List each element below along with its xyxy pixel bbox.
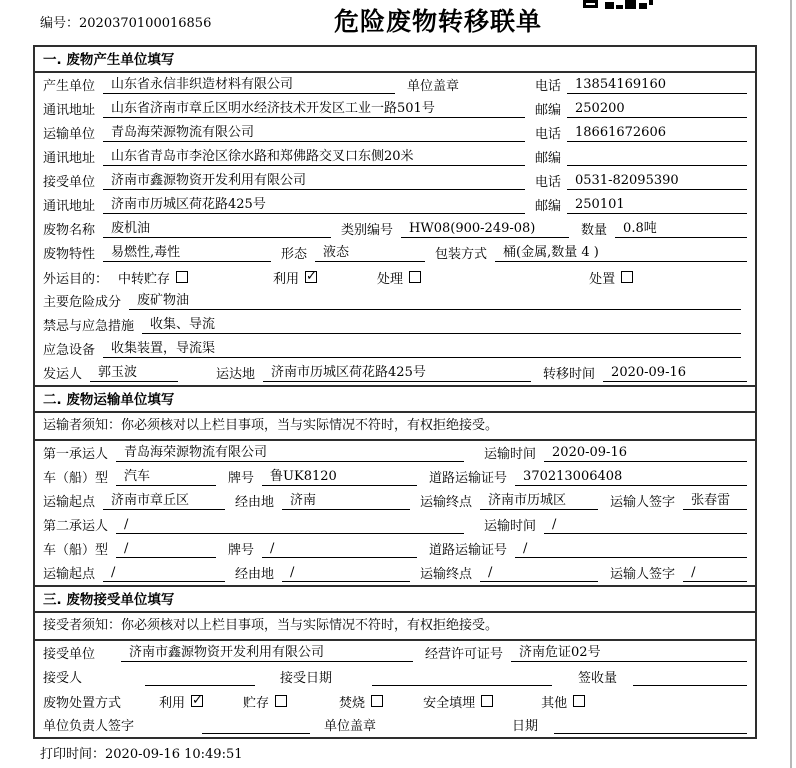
permit-label: 经营许可证号: [425, 647, 504, 662]
transporter-label: 运输单位: [43, 127, 96, 142]
vehicle-type2-value: /: [116, 541, 216, 558]
page-title: 危险废物转移联单: [334, 7, 543, 36]
hazard-value: 废矿物油: [129, 289, 741, 310]
carrier2-row: [35, 513, 755, 537]
transporter-sign-label: 运输人签字: [610, 567, 676, 582]
vehicle-type-label: 车（船）型: [43, 543, 109, 558]
form-label: 形态: [281, 247, 308, 262]
print-time-label: 打印时间：: [40, 747, 106, 762]
producer-row: [35, 73, 755, 97]
form-value: 液态: [315, 241, 425, 262]
plate1-value: 鲁UK8120: [262, 465, 417, 486]
transporter-sign1-value: 张春雷: [683, 489, 747, 510]
option-label: 中转贮存: [118, 271, 171, 287]
transporter-value: 青岛海荣源物流有限公司: [103, 121, 525, 142]
waste-character-row: [35, 241, 755, 265]
disposal-option-utilize: [159, 692, 203, 711]
zip-label: 邮编: [535, 199, 562, 214]
receiver-value: 济南市鑫源物资开发利用有限公司: [103, 169, 525, 190]
responsible-sign-value: [202, 717, 310, 734]
vehicle-type1-value: 汽车: [116, 465, 216, 486]
doc-number-label: 编号：: [40, 16, 80, 31]
option-label: 其他: [541, 695, 568, 711]
receiver-phone-value: 0531-82095390: [567, 173, 747, 190]
phone-label: 电话: [535, 127, 562, 142]
quantity-label: 数量: [581, 223, 608, 238]
acceptor-label: 接受人: [43, 671, 83, 686]
receiver-row: [35, 169, 755, 193]
start1-value: 济南市章丘区: [103, 489, 225, 510]
treat-checkbox: [409, 271, 421, 283]
option-label: 安全填埋: [423, 695, 476, 711]
seal-label: 单位盖章: [407, 79, 460, 94]
road-license1-value: 370213006408: [515, 469, 747, 486]
date-label: 日期: [512, 719, 539, 734]
carrier2-value: /: [116, 517, 464, 534]
receiver-address-row: [35, 193, 755, 217]
vehicle1-row: [35, 465, 755, 489]
option-label: 处置: [589, 271, 616, 287]
transport-time2-value: /: [544, 517, 747, 534]
via-label: 经由地: [235, 495, 275, 510]
waste-name-value: 废机油: [103, 217, 331, 238]
dispose-checkbox: [621, 271, 633, 283]
option-label: 贮存: [243, 695, 270, 711]
disposal-option-store: [243, 692, 287, 711]
transport-time-label: 运输时间: [484, 447, 537, 462]
receiving-unit-label: 接受单位: [43, 647, 96, 662]
landfill-checkbox: [481, 695, 493, 707]
disposal-option-landfill: [423, 692, 493, 711]
consignor-label: 发运人: [43, 367, 83, 382]
phone-label: 电话: [535, 79, 562, 94]
equipment-value: 收集装置，导流渠: [103, 337, 741, 358]
carrier1-label: 第一承运人: [43, 447, 109, 462]
consignor-row: [35, 361, 755, 385]
end-label: 运输终点: [420, 495, 473, 510]
via1-value: 济南: [282, 489, 410, 510]
section-producer: [35, 47, 755, 385]
vehicle-type-label: 车（船）型: [43, 471, 109, 486]
responsible-sign-row: [35, 713, 755, 737]
option-label: 利用: [159, 695, 186, 711]
category-label: 类别编号: [341, 223, 394, 238]
plate-label: 牌号: [228, 543, 255, 558]
purpose-option-transfer-storage: [118, 268, 188, 287]
transporter-sign2-value: /: [683, 565, 747, 582]
hazard-label: 主要危险成分: [43, 295, 122, 310]
waste-name-label: 废物名称: [43, 223, 96, 238]
equipment-label: 应急设备: [43, 343, 96, 358]
equipment-row: [35, 337, 755, 361]
section-receiver-header: 三. 废物接受单位填写: [35, 587, 755, 613]
carrier1-row: [35, 441, 755, 465]
disposal-option-incinerate: [339, 692, 383, 711]
print-time-value: 2020-09-16 10:49:51: [105, 747, 243, 762]
doc-number-value: 2020370100016856: [79, 16, 212, 31]
transfer-date-value: 2020-09-16: [603, 365, 747, 382]
signed-quantity-label: 签收量: [578, 671, 618, 686]
option-label: 利用: [273, 271, 300, 287]
character-label: 废物特性: [43, 247, 96, 262]
section-producer-header: 一. 废物产生单位填写: [35, 47, 755, 73]
other-checkbox: [573, 695, 585, 707]
section-transporter-header: 二. 废物运输单位填写: [35, 387, 755, 413]
packaging-value: 桶(金属,数量 4 ): [495, 241, 747, 262]
road-license-label: 道路运输证号: [429, 543, 508, 558]
transporter-row: [35, 121, 755, 145]
road-license-label: 道路运输证号: [429, 471, 508, 486]
disposal-option-other: [541, 692, 585, 711]
transporter-phone-group: [535, 123, 747, 142]
purpose-option-utilize: [273, 268, 317, 287]
disposal-method-row: [35, 689, 755, 713]
start-label: 运输起点: [43, 567, 96, 582]
transport-time-label: 运输时间: [484, 519, 537, 534]
utilize-checkbox: [305, 271, 317, 283]
transfer-manifest-form: [33, 45, 757, 739]
disposal-method-label: 废物处置方式: [43, 695, 122, 711]
waste-name-row: [35, 217, 755, 241]
quantity-value: 0.8吨: [615, 217, 747, 238]
accept-date-label: 接受日期: [280, 671, 333, 686]
end1-value: 济南市历城区: [480, 489, 598, 510]
zip-label: 邮编: [535, 151, 562, 166]
address-label: 通讯地址: [43, 151, 96, 166]
producer-phone-value: 13854169160: [567, 77, 747, 94]
producer-address-row: [35, 97, 755, 121]
packaging-label: 包装方式: [435, 247, 488, 262]
transporter-notice: 运输者须知：你必须核对以上栏目事项，当与实际情况不符时，有权拒绝接受。: [35, 413, 755, 441]
transporter-address-value: 山东省青岛市李沧区徐水路和郑佛路交叉口东侧20米: [103, 145, 525, 166]
acceptor-row: [35, 665, 755, 689]
route2-row: [35, 561, 755, 585]
unit-seal-label: 单位盖章: [324, 719, 377, 734]
acceptor-value: [145, 669, 255, 686]
taboo-value: 收集、导流: [142, 313, 741, 334]
permit-value: 济南危证02号: [511, 641, 747, 662]
purpose-option-treat: [377, 268, 421, 287]
receiver-label: 接受单位: [43, 175, 96, 190]
taboo-row: [35, 313, 755, 337]
category-code-value: HW08(900-249-08): [401, 221, 569, 238]
store-checkbox: [275, 695, 287, 707]
vehicle2-row: [35, 537, 755, 561]
receiving-unit-value: 济南市鑫源物资开发利用有限公司: [121, 641, 413, 662]
receiver-notice: 接受者须知：你必须核对以上栏目事项，当与实际情况不符时，有权拒绝接受。: [35, 613, 755, 641]
start-label: 运输起点: [43, 495, 96, 510]
phone-label: 电话: [535, 175, 562, 190]
producer-zip-value: 250200: [567, 101, 747, 118]
print-time: [40, 743, 243, 762]
option-label: 处理: [377, 271, 404, 287]
receiving-unit-row: [35, 641, 755, 665]
section-transporter: [35, 385, 755, 585]
character-value: 易燃性,毒性: [103, 241, 271, 262]
address-label: 通讯地址: [43, 103, 96, 118]
transfer-date-label: 转移时间: [543, 367, 596, 382]
destination-value: 济南市历城区荷花路425号: [263, 361, 531, 382]
producer-value: 山东省永信非织造材料有限公司: [103, 73, 395, 94]
plate-label: 牌号: [228, 471, 255, 486]
utilize-checkbox: [191, 695, 203, 707]
transporter-address-row: [35, 145, 755, 169]
purpose-option-dispose: [589, 268, 633, 287]
carrier2-label: 第二承运人: [43, 519, 109, 534]
receiver-phone-group: [535, 171, 747, 190]
receiver-zip-value: 250101: [567, 197, 747, 214]
consignor-value: 郭玉波: [90, 361, 178, 382]
purpose-row: [35, 265, 755, 289]
transporter-zip-value: [567, 149, 747, 166]
signed-quantity-value: [633, 669, 747, 686]
document-header: [0, 0, 796, 45]
transporter-sign-label: 运输人签字: [610, 495, 676, 510]
date-value: [554, 717, 747, 734]
qr-code-fragment-icon: [583, 0, 653, 9]
route1-row: [35, 489, 755, 513]
receiver-address-value: 济南市历城区荷花路425号: [103, 193, 525, 214]
doc-number: [40, 12, 211, 31]
responsible-sign-label: 单位负责人签字: [43, 719, 135, 734]
accept-date-value: [372, 669, 552, 686]
zip-label: 邮编: [535, 103, 562, 118]
start2-value: /: [103, 565, 225, 582]
hazard-row: [35, 289, 755, 313]
incinerate-checkbox: [371, 695, 383, 707]
transporter-phone-value: 18661672606: [567, 125, 747, 142]
taboo-label: 禁忌与应急措施: [43, 319, 135, 334]
plate2-value: /: [262, 541, 417, 558]
producer-zip-group: [535, 99, 747, 118]
purpose-label: 外运目的：: [43, 271, 109, 287]
section-receiver: [35, 585, 755, 737]
address-label: 通讯地址: [43, 199, 96, 214]
transporter-zip-group: [535, 147, 747, 166]
carrier1-value: 青岛海荣源物流有限公司: [116, 441, 464, 462]
transport-time1-value: 2020-09-16: [544, 445, 747, 462]
producer-label: 产生单位: [43, 79, 96, 94]
receiver-zip-group: [535, 195, 747, 214]
transfer-storage-checkbox: [176, 271, 188, 283]
destination-label: 运达地: [216, 367, 256, 382]
via-label: 经由地: [235, 567, 275, 582]
producer-phone-group: [535, 75, 747, 94]
road-license2-value: /: [515, 541, 747, 558]
via2-value: /: [282, 565, 410, 582]
end-label: 运输终点: [420, 567, 473, 582]
page-right-edge: [790, 0, 792, 768]
end2-value: /: [480, 565, 598, 582]
producer-address-value: 山东省济南市章丘区明水经济技术开发区工业一路501号: [103, 97, 525, 118]
option-label: 焚烧: [339, 695, 366, 711]
